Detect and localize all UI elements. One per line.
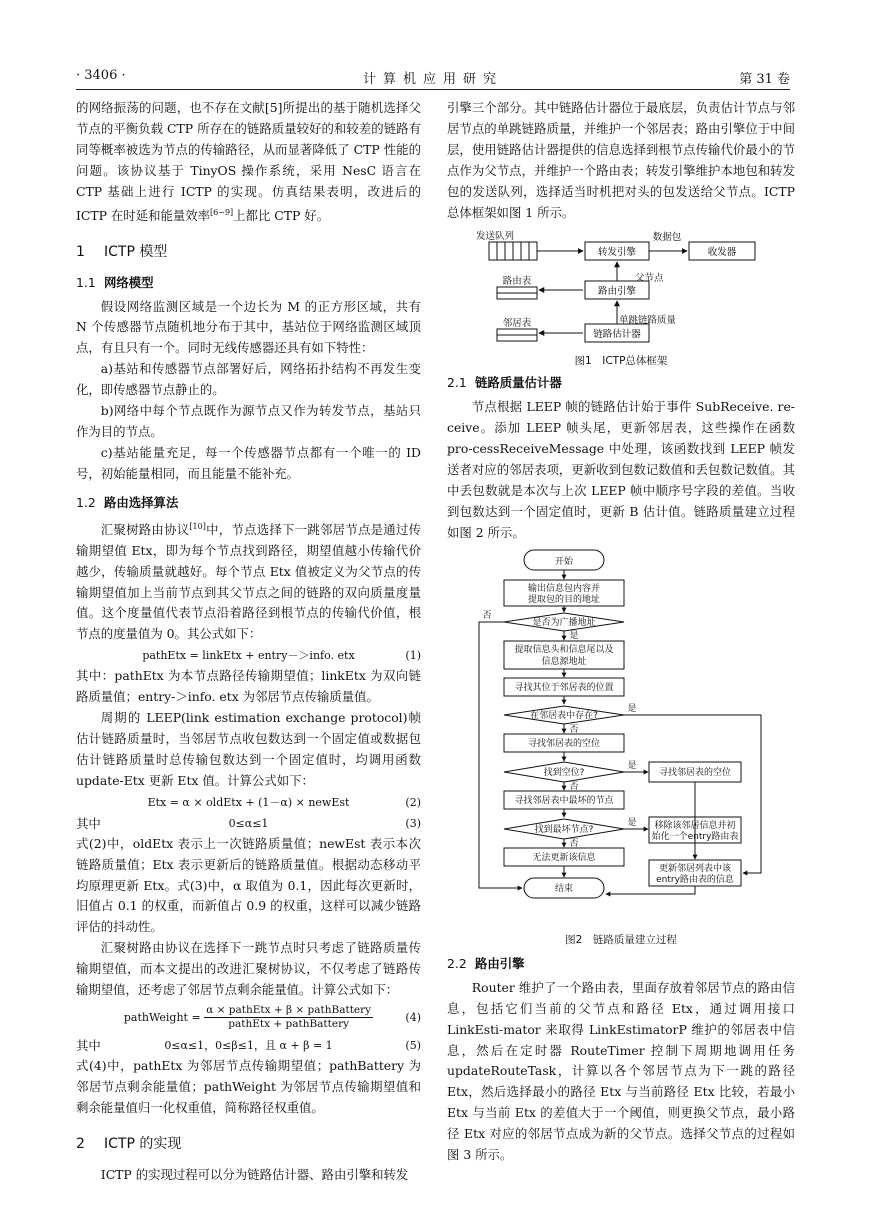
send-queue — [489, 242, 537, 260]
svg-text:开始: 开始 — [554, 556, 574, 567]
figure-1 — [447, 227, 795, 368]
figure-1-caption: 图1 ICTP总体框架 — [574, 355, 668, 368]
svg-text:寻找其位于邻居表的位置: 寻找其位于邻居表的位置 — [514, 682, 614, 693]
left-column — [76, 98, 421, 1186]
parent-label: 父节点 — [635, 273, 664, 285]
svg-text:寻找邻居表的空位: 寻找邻居表的空位 — [527, 738, 601, 749]
energy-paragraph: 汇聚树路由协议在选择下一跳节点时只考虑了链路质量传输期望值，而本文提出的改进汇聚树协议，不仅考虑了链路传输期望值，还考虑了邻居节点剩余能量值。计算公式如下： — [76, 940, 421, 998]
svg-text:entry路由表的信息: entry路由表的信息 — [656, 874, 734, 885]
router-label: 路由引擎 — [597, 286, 637, 298]
queue-label: 发送队列 — [475, 231, 515, 243]
framework-paragraph: 引擎三个部分。其中链路估计器位于最底层，负责估计节点与邻居节点的单跳链路质量，并维护一个邻居表；路由引擎位于中间层，使用链路估计器提供的信息选择到根节点传输代价最小的节点作为父节点，并维护一个路由表；转发引擎维护本地包和转发包的发送队列，选择适当时机把对头的包发送给父节点。ICTP 总体框架如图 1 所示。 — [447, 100, 795, 220]
page-number: · 3406 · — [76, 68, 126, 83]
svg-text:找到最坏节点?: 找到最坏节点? — [534, 824, 594, 835]
estimator-paragraph: 节点根据 LEEP 帧的链路估计始于事件 SubReceive. re-ceive。添加 LEEP 帧头尾，更新邻居表，这些操作在函数 pro-cessReceiveMessage 中处理，该函数找到 LEEP 帧发送者对应的邻居表项，更新收到包数记数值和丢包数记数值。其中丢包数就是本次与上次 LEEP 帧中顺序号字段的差值。当收到包数达到一个固定值时，更新 B 估计值。链路质量建立过程如图 2 所示。 — [447, 399, 795, 540]
property-c: c)基站能量充足，每一个传感器节点都有一个唯一的 ID 号，初始能量相同，而且能量不能补充。 — [76, 444, 421, 481]
forward-engine-label: 转发引擎 — [597, 247, 637, 259]
single-hop-label: 单跳链路质量 — [619, 315, 677, 327]
section-1-2-heading: 1.2 路由选择算法 — [76, 494, 179, 510]
right-column — [447, 98, 795, 1166]
svg-text:寻找邻居表的空位: 寻找邻居表的空位 — [658, 767, 732, 778]
equation-5: 其中 0≤α≤1，0≤β≤1，且 α + β = 1 (5) — [76, 1037, 421, 1053]
svg-text:提取信息头和信息尾以及: 提取信息头和信息尾以及 — [514, 644, 614, 655]
svg-text:无法更新该信息: 无法更新该信息 — [532, 852, 596, 863]
intro-paragraph: 的网络振荡的问题，也不存在文献[5]所提出的基于随机选择父节点的平衡负载 CTP 所存在的链路质量较好的和较差的链路有同等概率被选为节点的传输路径，从而显著降低了 CTP 性能的问题。该协议基于 TinyOS 操作系统，采用 NesC 语言在 CTP 基础上进行 ICTP 的实现。仿真结果表明，改进后的 ICTP 在时延和能量效率[6~9]上都比 CTP 好。 — [76, 100, 421, 223]
equation-4-explanation: 式(4)中，pathEtx 为邻居节点传输期望值；pathBattery 为邻居节点剩余能量值；pathWeight 为邻居节点传输期望值和剩余能量值归一化权重值，简称路径权重值。 — [76, 1057, 421, 1115]
svg-text:是: 是 — [569, 630, 579, 641]
implementation-paragraph: ICTP 的实现过程可以分为链路估计器、路由引擎和转发 — [100, 1166, 409, 1182]
svg-text:是: 是 — [627, 703, 637, 714]
section-2-heading: 2 ICTP 的实现 — [76, 1135, 182, 1152]
figure-2-caption: 图2 链路质量建立过程 — [565, 933, 677, 946]
equation-1-explanation: 其中：pathEtx 为本节点路径传输期望值；linkEtx 为双向链路质量值；entry-＞info. etx 为邻居节点传输质量值。 — [76, 668, 421, 705]
equation-2: Etx = α × oldEtx + (1－α) × newEst (2) — [147, 795, 421, 809]
router-paragraph: Router 维护了一个路由表，里面存放着邻居节点的路由信息，包括它们当前的父节点和路径 Etx，通过调用接口 LinkEsti-mator 来取得 LinkEstimatorP 维护的邻居表中信息，然后在定时器 RouteTimer 控制下周期地调用任务 updateRouteTask，计算以各个邻居节点为下一跳的路径 Etx，然后选择最小的路径 Etx 与当前路径 Etx 比较，若最小 Etx 与当前 Etx 的差值大于一个阈值，则更换父节点，最小路径 Etx 对应的邻居节点成为新的父节点。选择父节点的过程如图 3 所示。 — [447, 979, 795, 1163]
flowchart — [447, 546, 795, 924]
equation-4: pathWeight = $\frac{\text{α × pathEtx + β × pathBattery}}{\text{pathEtx + pathBattery}}$ (4) — [123, 1004, 421, 1031]
equation-1: pathEtx = linkEtx + entry－＞info. etx (1) — [142, 649, 421, 663]
volume-number: 第 31 卷 — [739, 72, 790, 87]
equation-3: 其中 0≤α≤1 (3) — [76, 815, 421, 831]
equation-2-explanation: 式(2)中，oldEtx 表示上一次链路质量值；newEst 表示本次链路质量值；Etx 表示更新后的链路质量值。根据动态移动平均原理更新 Etx。式(3)中，α 取值为 0.1，因此每次更新时，旧值占 0.1 的权重，而新值占 0.9 的权重，这样可以减少链路评估的抖动性。 — [76, 835, 421, 935]
property-a: a)基站和传感器节点部署好后，网络拓扑结构不再发生变化，即传感器节点静止的。 — [76, 361, 421, 398]
routing-table — [497, 287, 537, 299]
svg-text:始化一个entry路由表: 始化一个entry路由表 — [651, 831, 739, 842]
routing-table-label: 路由表 — [502, 276, 532, 288]
svg-text:在邻居表中存在?: 在邻居表中存在? — [530, 710, 598, 721]
header-rule — [76, 89, 790, 90]
svg-text:输出信息包内容并: 输出信息包内容并 — [527, 583, 601, 594]
svg-text:是: 是 — [627, 817, 637, 828]
neighbor-table-label: 邻居表 — [502, 318, 532, 330]
svg-text:更新邻居列表中该: 更新邻居列表中该 — [658, 863, 732, 874]
figure-2 — [447, 546, 795, 946]
framework-diagram — [447, 227, 795, 345]
svg-text:否: 否 — [569, 781, 579, 792]
svg-text:否: 否 — [569, 724, 579, 735]
radio-label: 收发器 — [707, 247, 737, 259]
svg-text:寻找邻居表中最坏的节点: 寻找邻居表中最坏的节点 — [514, 795, 614, 806]
svg-text:信息源地址: 信息源地址 — [541, 656, 587, 667]
svg-text:是否为广播地址: 是否为广播地址 — [532, 617, 596, 628]
svg-text:是: 是 — [627, 760, 637, 771]
svg-text:提取包的目的地址: 提取包的目的地址 — [527, 594, 601, 605]
journal-title: 计算机应用研究 — [362, 72, 503, 87]
running-header — [76, 64, 790, 88]
packet-label: 数据包 — [652, 232, 682, 244]
neighbor-table — [497, 329, 537, 341]
network-model-paragraph: 假设网络监测区域是一个边长为 M 的正方形区域，共有 N 个传感器节点随机地分布于其中，基站位于网络监测区域顶点，有且只有一个。同时无线传感器还具有如下特性： — [76, 298, 421, 356]
estimator-label: 链路估计器 — [593, 329, 641, 341]
svg-text:否: 否 — [482, 610, 492, 621]
svg-text:移除该邻居信息并初: 移除该邻居信息并初 — [654, 820, 736, 831]
section-1-1-heading: 1.1 网络模型 — [76, 274, 154, 290]
svg-text:结束: 结束 — [554, 883, 574, 894]
leep-paragraph: 周期的 LEEP(link estimation exchange protocol)帧估计链路质量时，当邻居节点收包数达到一个固定值或数据包估计链路质量时总传输包数达到一个固定值时，均调用函数 update-Etx 更新 Etx 值。计算公式如下： — [76, 710, 421, 788]
section-2-2-heading: 2.2 路由引擎 — [447, 955, 525, 971]
svg-text:找到空位?: 找到空位? — [543, 767, 585, 778]
routing-paragraph: 汇聚树路由协议[10]中，节点选择下一跳邻居节点是通过传输期望值 Etx，即为每个节点找到路径，期望值越小传输代价越少，传输质量就越好。每个节点 Etx 值被定义为父节点的传输期望值加上当前节点到其父节点之间的链路的双向质量度量值。这个度量值代表节点沿着路径到根节点的传输代价值，根节点的度量值为 0。其公式如下： — [76, 521, 422, 642]
property-b: b)网络中每个节点既作为源节点又作为转发节点，基站只作为目的节点。 — [76, 403, 421, 439]
section-1-heading: 1 ICTP 模型 — [76, 243, 168, 260]
svg-text:否: 否 — [569, 838, 579, 849]
section-2-1-heading: 2.1 链路质量估计器 — [447, 375, 562, 391]
